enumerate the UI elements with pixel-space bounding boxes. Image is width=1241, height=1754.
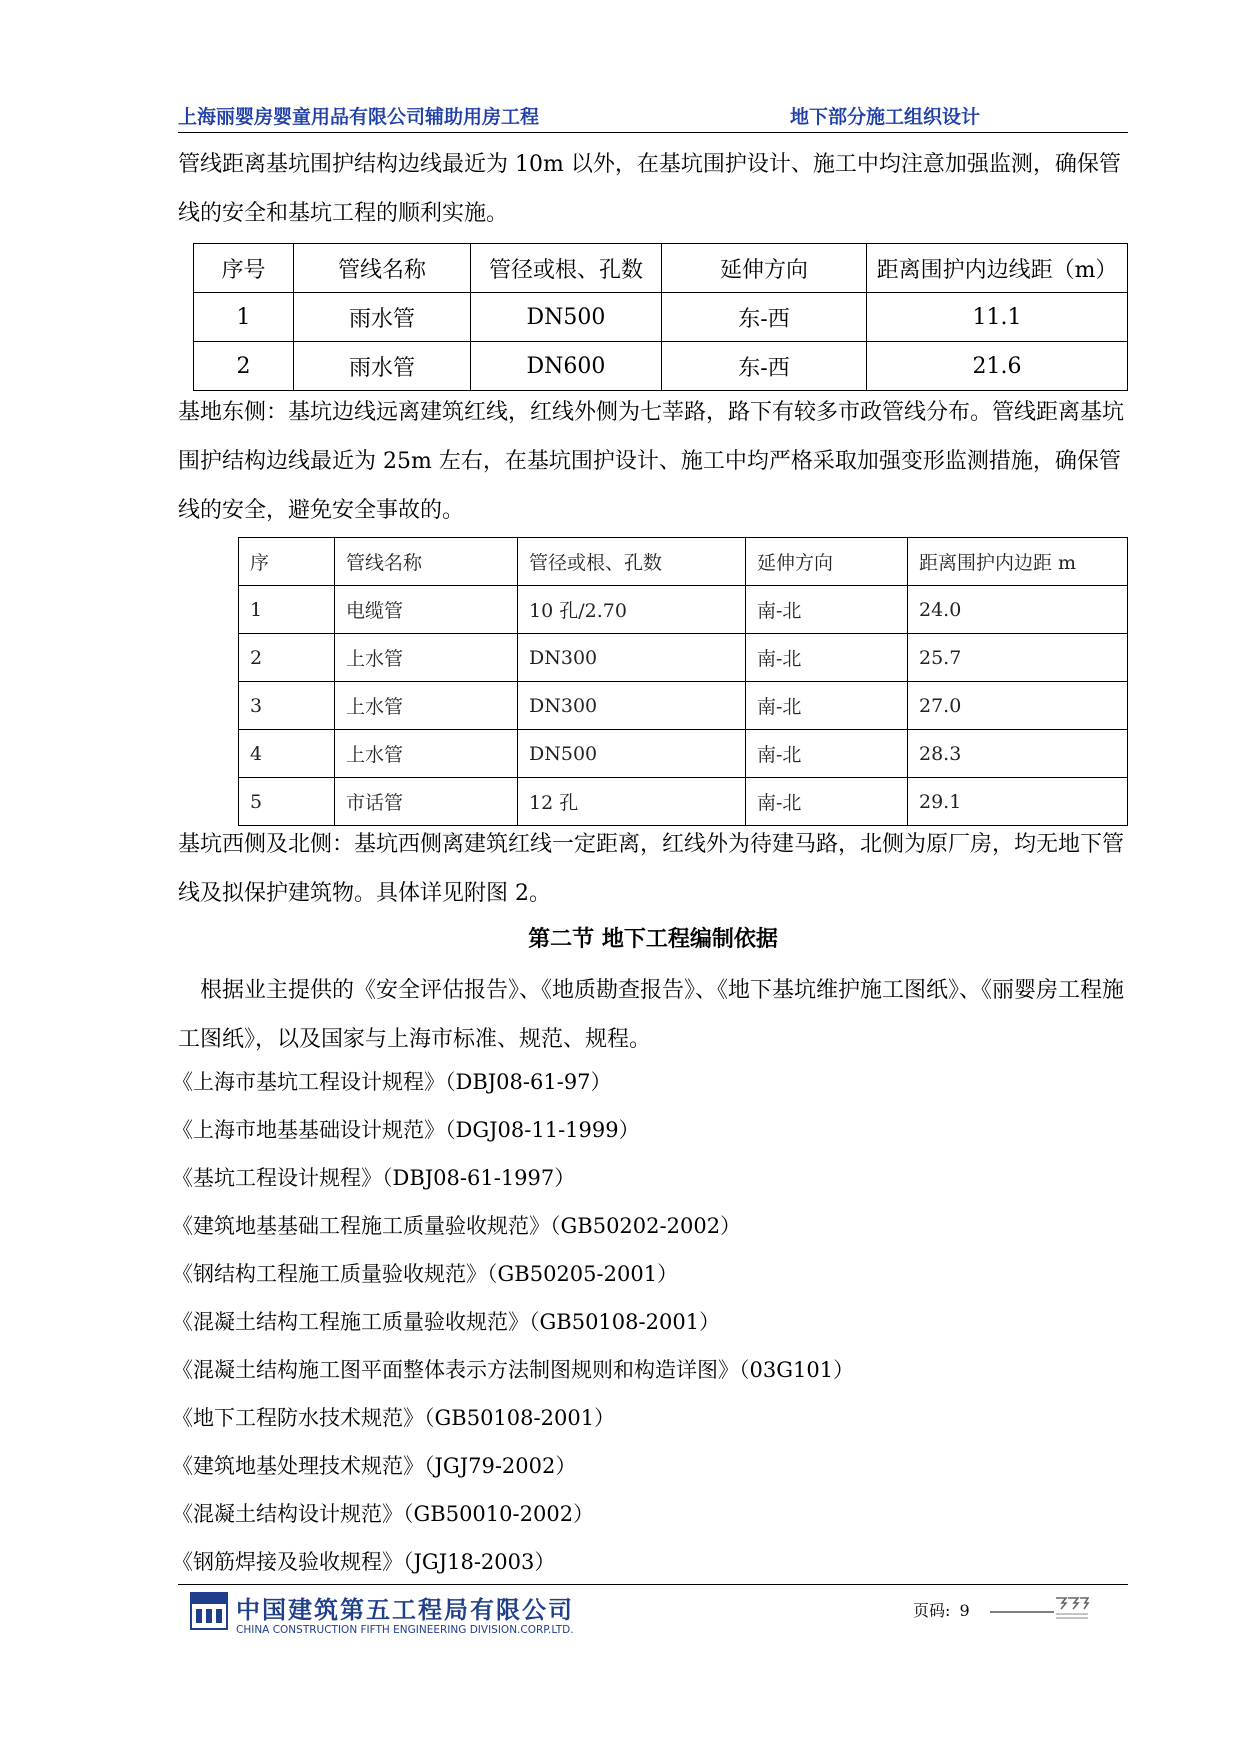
table-cell: 24.0 [908, 586, 1128, 634]
footer-divider [178, 1584, 1128, 1585]
table-header-cell: 延伸方向 [746, 538, 908, 586]
table-header-cell: 管径或根、孔数 [518, 538, 746, 586]
table-cell: 2 [239, 634, 335, 682]
pipeline-table-2 [238, 537, 1128, 826]
table-header-cell: 序 [239, 538, 335, 586]
cscec-logo-icon [190, 1592, 228, 1630]
pipeline-table-1 [193, 243, 1128, 391]
table-cell: DN600 [471, 342, 662, 391]
table-cell: 28.3 [908, 730, 1128, 778]
table-cell: DN300 [518, 682, 746, 730]
table-cell: 1 [239, 586, 335, 634]
table-cell: 11.1 [867, 293, 1128, 342]
reference-list [172, 1062, 854, 1590]
table-cell: 南-北 [746, 634, 908, 682]
table-row [239, 586, 1128, 634]
footer-deco-icon [990, 1592, 1090, 1622]
table-cell: 雨水管 [294, 293, 471, 342]
table-header-cell: 管线名称 [294, 244, 471, 293]
company-name-en: CHINA CONSTRUCTION FIFTH ENGINEERING DIVISION.CORP.LTD. [236, 1624, 574, 1636]
table-cell: 29.1 [908, 778, 1128, 826]
table-cell: 21.6 [867, 342, 1128, 391]
list-item: 《基坑工程设计规程》（DBJ08-61-1997） [172, 1166, 576, 1190]
list-item: 《建筑地基基础工程施工质量验收规范》（GB50202-2002） [172, 1214, 742, 1238]
page-number [913, 1598, 974, 1621]
table-cell: 市话管 [335, 778, 518, 826]
table-row [239, 778, 1128, 826]
header-project-title: 上海丽婴房婴童用品有限公司辅助用房工程 [178, 106, 540, 128]
table-cell: 南-北 [746, 730, 908, 778]
list-item: 《钢结构工程施工质量验收规范》（GB50205-2001） [172, 1262, 679, 1286]
table-cell: 雨水管 [294, 342, 471, 391]
table-cell: 3 [239, 682, 335, 730]
table-cell: 25.7 [908, 634, 1128, 682]
table-header-cell: 距离围护内边距 m [908, 538, 1128, 586]
table-cell: 1 [194, 293, 294, 342]
header-document-title: 地下部分施工组织设计 [790, 106, 981, 128]
table-header-cell: 延伸方向 [662, 244, 867, 293]
table-cell: 南-北 [746, 682, 908, 730]
list-item: 《钢筋焊接及验收规程》（JGJ18-2003） [172, 1550, 556, 1574]
table-cell: 4 [239, 730, 335, 778]
list-item: 《上海市基坑工程设计规程》（DBJ08-61-97） [172, 1070, 612, 1094]
table-cell: 12 孔 [518, 778, 746, 826]
table-cell: 电缆管 [335, 586, 518, 634]
paragraph-pipeline-note: 管线距离基坑围护结构边线最近为 10m 以外，在基坑围护设计、施工中均注意加强监测，确保管线的安全和基坑工程的顺利实施。 [178, 152, 1121, 226]
list-item: 《建筑地基处理技术规范》（JGJ79-2002） [172, 1454, 577, 1478]
table-cell: 27.0 [908, 682, 1128, 730]
paragraph-west-north-side: 基坑西侧及北侧：基坑西侧离建筑红线一定距离，红线外为待建马路，北侧为原厂房，均无地下管线及拟保护建筑物。具体详见附图 2。 [178, 832, 1125, 906]
table-cell: 5 [239, 778, 335, 826]
table-row [239, 682, 1128, 730]
page-label: 页码: [913, 1601, 951, 1620]
table-cell: 上水管 [335, 682, 518, 730]
list-item: 《地下工程防水技术规范》（GB50108-2001） [172, 1406, 616, 1430]
table-header-cell: 管线名称 [335, 538, 518, 586]
table-cell: 南-北 [746, 778, 908, 826]
paragraph-east-side: 基地东侧：基坑边线远离建筑红线，红线外侧为七莘路，路下有较多市政管线分布。管线距离基坑围护结构边线最近为 25m 左右，在基坑围护设计、施工中均严格采取加强变形监测措施，确保管线的安全，避免安全事故的。 [178, 400, 1125, 523]
table-header-cell: 序号 [194, 244, 294, 293]
table-row [194, 342, 1128, 391]
section-title: 第二节 地下工程编制依据 [528, 927, 778, 952]
paragraph-basis: 根据业主提供的《安全评估报告》、《地质勘查报告》、《地下基坑维护施工图纸》、《丽婴房工程施工图纸》，以及国家与上海市标准、规范、规程。 [178, 978, 1125, 1052]
table-cell: 2 [194, 342, 294, 391]
table-cell: 上水管 [335, 634, 518, 682]
table-cell: 东-西 [662, 342, 867, 391]
table-row [239, 730, 1128, 778]
list-item: 《混凝土结构工程施工质量验收规范》（GB50108-2001） [172, 1310, 721, 1334]
table-header-cell: 管径或根、孔数 [471, 244, 662, 293]
page-header [178, 98, 1128, 133]
table-cell: 东-西 [662, 293, 867, 342]
table-row [194, 293, 1128, 342]
table-cell: 南-北 [746, 586, 908, 634]
table-cell: DN500 [471, 293, 662, 342]
table-cell: 10 孔/2.70 [518, 586, 746, 634]
table-row [239, 634, 1128, 682]
page-number-value: 9 [959, 1601, 970, 1620]
list-item: 《混凝土结构设计规范》（GB50010-2002） [172, 1502, 595, 1526]
table-cell: DN300 [518, 634, 746, 682]
table-header-row [194, 244, 1128, 293]
table-header-cell: 距离围护内边线距（m） [867, 244, 1128, 293]
table-cell: 上水管 [335, 730, 518, 778]
table-cell: DN500 [518, 730, 746, 778]
company-name-cn: 中国建筑第五工程局有限公司 [236, 1596, 574, 1624]
list-item: 《上海市地基基础设计规范》（DGJ08-11-1999） [172, 1118, 640, 1142]
table-header-row [239, 538, 1128, 586]
list-item: 《混凝土结构施工图平面整体表示方法制图规则和构造详图》（03G101） [172, 1358, 855, 1382]
